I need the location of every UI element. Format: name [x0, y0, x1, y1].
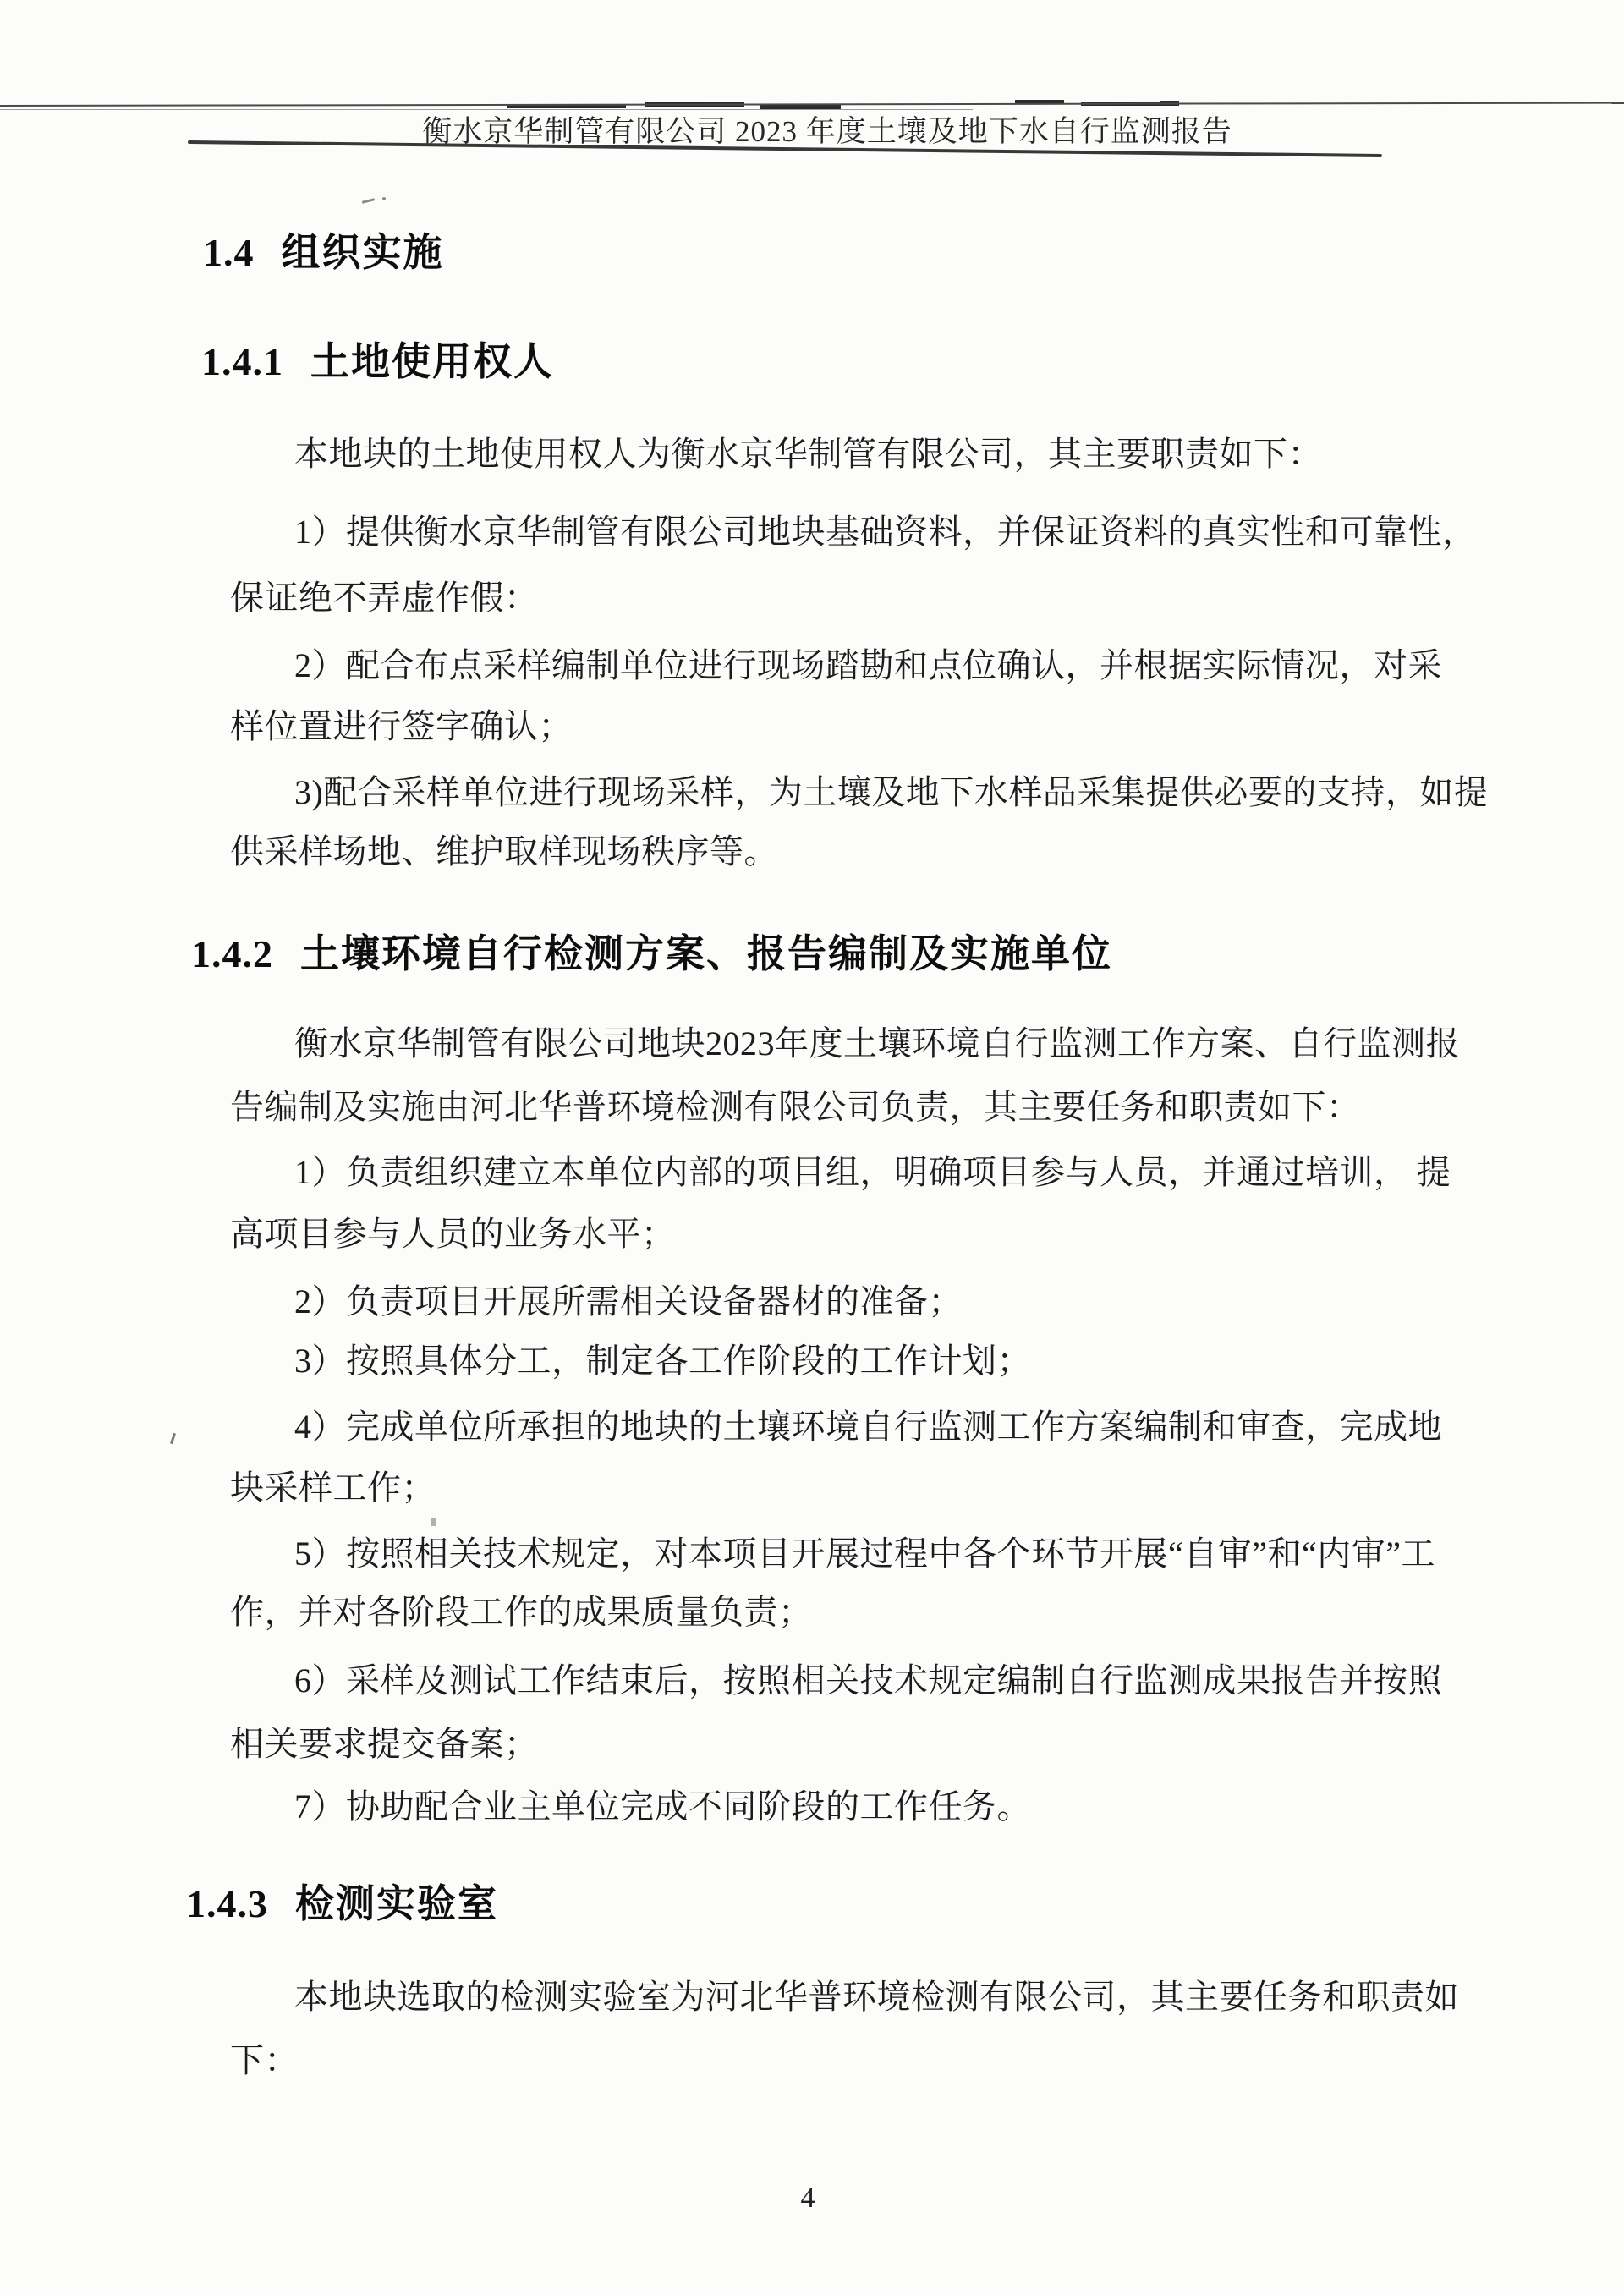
- paragraph-line: 供采样场地、维护取样现场秩序等。: [230, 832, 778, 870]
- paragraph-line: 2）负责项目开展所需相关设备器材的准备；: [294, 1282, 963, 1320]
- paragraph-line: 4）完成单位所承担的地块的土壤环境自行监测工作方案编制和审查，完成地: [294, 1408, 1442, 1446]
- scan-artifact: [362, 198, 375, 204]
- paragraph-line: 相关要求提交备案；: [230, 1725, 539, 1763]
- paragraph-line: 6）采样及测试工作结束后，按照相关技术规定编制自行监测成果报告并按照: [294, 1661, 1442, 1699]
- paragraph-line: 本地块的土地使用权人为衡水京华制管有限公司，其主要职责如下：: [294, 435, 1322, 473]
- paragraph-line: 高项目参与人员的业务水平；: [230, 1215, 676, 1253]
- section-heading-1-4-1: [201, 341, 554, 383]
- paragraph-line: 样位置进行签字确认；: [230, 707, 573, 745]
- paragraph-line: 作，并对各阶段工作的成果质量负责；: [230, 1593, 813, 1631]
- paragraph-line: 1）提供衡水京华制管有限公司地块基础资料，并保证资料的真实性和可靠性，: [294, 513, 1477, 551]
- section-number: 1.4.2: [191, 932, 273, 975]
- section-heading-1-4: [203, 232, 444, 274]
- paragraph-line: 1）负责组织建立本单位内部的项目组，明确项目参与人员，并通过培训， 提: [294, 1153, 1451, 1191]
- scan-artifact: [431, 1518, 436, 1526]
- section-title: 组织实施: [281, 231, 444, 274]
- running-header-title: 衡水京华制管有限公司 2023 年度土壤及地下水自行监测报告: [422, 115, 1232, 148]
- section-number: 1.4.3: [186, 1882, 268, 1925]
- paragraph-line: 块采样工作；: [230, 1469, 436, 1507]
- paragraph-line: 告编制及实施由河北华普环境检测有限公司负责，其主要任务和职责如下：: [230, 1088, 1361, 1126]
- section-heading-1-4-3: [186, 1883, 498, 1925]
- paragraph-line: 7）协助配合业主单位完成不同阶段的工作任务。: [294, 1787, 1031, 1826]
- paragraph-line: 3)配合采样单位进行现场采样，为土壤及地下水样品采集提供必要的支持，如提: [294, 773, 1489, 811]
- paragraph-line: 5）按照相关技术规定，对本项目开展过程中各个环节开展“自审”和“内审”工: [294, 1535, 1436, 1573]
- scan-artifact: [382, 197, 386, 200]
- section-title: 检测实验室: [295, 1882, 498, 1925]
- paragraph-line: 下：: [230, 2041, 299, 2079]
- paragraph-line: 保证绝不弄虚作假：: [230, 579, 539, 617]
- section-heading-1-4-2: [191, 933, 1112, 975]
- section-title: 土地使用权人: [310, 340, 554, 383]
- scan-artifact: [170, 1433, 176, 1444]
- paragraph-line: 3）按照具体分工，制定各工作阶段的工作计划；: [294, 1342, 1031, 1380]
- paragraph-line: 本地块选取的检测实验室为河北华普环境检测有限公司，其主要任务和职责如: [294, 1978, 1459, 2016]
- paragraph-line: 衡水京华制管有限公司地块2023年度土壤环境自行监测工作方案、自行监测报: [294, 1024, 1460, 1062]
- paragraph-line: 2）配合布点采样编制单位进行现场踏勘和点位确认，并根据实际情况，对采: [294, 646, 1442, 684]
- page-number: 4: [800, 2182, 815, 2214]
- section-title: 土壤环境自行检测方案、报告编制及实施单位: [300, 932, 1112, 975]
- section-number: 1.4: [203, 231, 255, 274]
- section-number: 1.4.1: [201, 340, 283, 383]
